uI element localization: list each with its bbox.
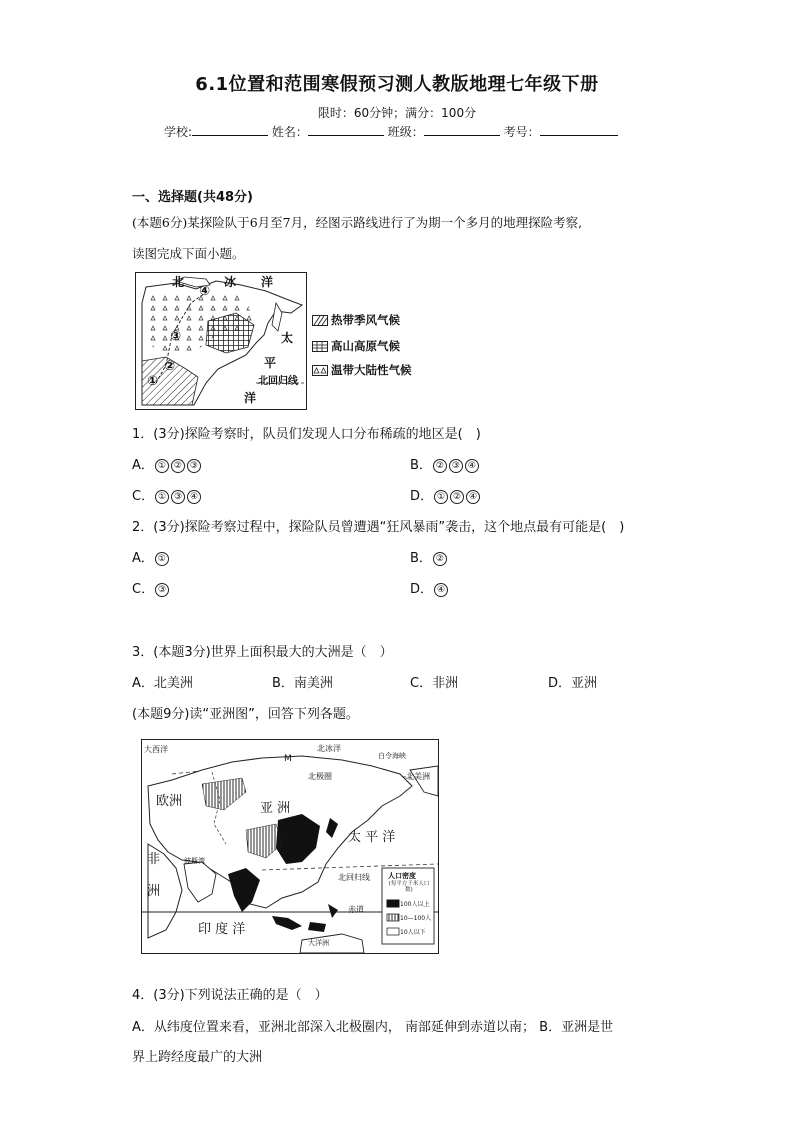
map1-label-ice: 冰 bbox=[224, 275, 237, 289]
map1-point-3: ③ bbox=[170, 329, 182, 344]
number-blank[interactable] bbox=[540, 123, 618, 136]
q2-option-d[interactable]: D． ④ bbox=[410, 578, 449, 597]
asia-label-m: M bbox=[284, 754, 292, 764]
asia-legend-subtitle: (每平方千米人口数) bbox=[388, 881, 430, 893]
question-1-stem: 1．(3分)探险考察时，队员们发现人口分布稀疏的地区是( ) bbox=[132, 427, 481, 442]
school-blank[interactable] bbox=[192, 123, 268, 136]
asia-label-arctic-circle: 北极圈 bbox=[308, 772, 332, 781]
q4-options-line2[interactable]: 界上跨经度最广的大洲 bbox=[132, 1050, 263, 1065]
q1-option-d[interactable]: D． ① ② ④ bbox=[410, 485, 481, 504]
map1-label-tropic: 北回归线 bbox=[258, 376, 298, 387]
asia-label-africa-2: 洲 bbox=[147, 884, 161, 899]
asia-label-africa-1: 非 bbox=[147, 852, 161, 867]
asia-label-equator: 赤道 bbox=[348, 905, 364, 914]
q2-option-a[interactable]: A． ① bbox=[132, 547, 170, 566]
group2-intro: (本题9分)读“亚洲图”，回答下列各题。 bbox=[132, 707, 359, 722]
q1-option-c[interactable]: C． ① ③ ④ bbox=[132, 485, 202, 504]
asia-label-north-america: 北美洲 bbox=[406, 772, 430, 781]
map1-label-ocean-s: 洋 bbox=[244, 391, 257, 405]
asia-map-graphic bbox=[142, 740, 438, 953]
legend-label: 热带季风气候 bbox=[331, 313, 400, 327]
name-label: 姓名： bbox=[271, 125, 308, 139]
asia-legend-item-mid: 10—100人 bbox=[400, 915, 432, 922]
hatch-swatch-icon bbox=[312, 315, 328, 326]
climate-route-map bbox=[135, 272, 307, 410]
q1-option-b[interactable]: B． ② ③ ④ bbox=[410, 454, 480, 473]
asia-legend-title: 人口密度 bbox=[388, 872, 416, 880]
asia-label-arctic: 北冰洋 bbox=[317, 744, 341, 753]
asia-legend-item-high: 100人以上 bbox=[400, 901, 430, 908]
asia-label-shanghai: 上海 bbox=[299, 842, 313, 850]
section-heading: 一、选择题(共48分) bbox=[132, 190, 253, 205]
asia-label-tropic: 北回归线 bbox=[338, 873, 370, 882]
q2-option-b[interactable]: B． ② bbox=[410, 547, 448, 566]
q4-options-line1[interactable]: A．从纬度位置来看，亚洲北部深入北极圈内， 南部延伸到赤道以南； B．亚洲是世 bbox=[132, 1020, 614, 1035]
exam-subtitle: 限时：60分钟；满分：100分 bbox=[317, 106, 477, 120]
q3-option-d[interactable]: D．亚洲 bbox=[548, 676, 598, 691]
asia-population-map bbox=[141, 739, 439, 954]
q3-option-a[interactable]: A．北美洲 bbox=[132, 676, 193, 691]
q3-option-b[interactable]: B．南美洲 bbox=[272, 676, 333, 691]
legend-label: 高山高原气候 bbox=[331, 339, 400, 353]
asia-legend-item-low: 10人以下 bbox=[400, 929, 426, 936]
q3-option-c[interactable]: C．非洲 bbox=[410, 676, 459, 691]
map1-label-ocean-n: 洋 bbox=[261, 275, 274, 289]
q2-option-c[interactable]: C． ③ bbox=[132, 578, 170, 597]
asia-label-oceania: 大洋洲 bbox=[308, 939, 329, 947]
map1-legend-continental bbox=[312, 362, 412, 378]
legend-label: 温带大陆性气候 bbox=[331, 363, 412, 377]
map1-point-4: ④ bbox=[199, 284, 211, 299]
map1-legend-highland bbox=[312, 338, 400, 354]
student-info-line bbox=[164, 123, 618, 140]
asia-label-atlantic: 大西洋 bbox=[144, 745, 168, 754]
triangle-swatch-icon bbox=[312, 365, 328, 376]
question-3-stem: 3．(本题3分)世界上面积最大的大洲是（ ） bbox=[132, 645, 393, 660]
class-label: 班级： bbox=[387, 125, 424, 139]
class-blank[interactable] bbox=[424, 123, 500, 136]
asia-label-malacca: 马六甲 海峡 bbox=[236, 885, 257, 902]
asia-label-pacific: 太 平 洋 bbox=[348, 830, 396, 845]
number-label: 考号： bbox=[503, 125, 540, 139]
name-blank[interactable] bbox=[308, 123, 384, 136]
map1-point-2: ② bbox=[164, 359, 176, 374]
asia-label-persian: 波斯湾 bbox=[184, 857, 205, 865]
asia-label-bering: 白令海峡 bbox=[378, 752, 406, 760]
asia-label-indian: 印 度 洋 bbox=[198, 922, 246, 937]
question-4-stem: 4．(3分)下列说法正确的是（ ） bbox=[132, 988, 328, 1003]
map1-legend-tropical-monsoon bbox=[312, 312, 400, 328]
map1-label-ping: 平 bbox=[264, 356, 277, 370]
group1-intro-line2: 读图完成下面小题。 bbox=[132, 246, 245, 261]
school-label: 学校: bbox=[164, 125, 193, 139]
map1-label-tai: 太 bbox=[281, 331, 294, 345]
asia-label-asia: 亚 洲 bbox=[260, 801, 291, 816]
page-title: 6.1位置和范围寒假预习测人教版地理七年级下册 bbox=[195, 74, 599, 95]
group1-intro-line1: (本题6分)某探险队于6月至7月，经图示路线进行了为期一个多月的地理探险考察, bbox=[132, 215, 583, 230]
asia-label-europe: 欧洲 bbox=[156, 794, 183, 809]
q1-option-a[interactable]: A． ① ② ③ bbox=[132, 454, 202, 473]
map1-label-north: 北 bbox=[172, 275, 185, 289]
grid-swatch-icon bbox=[312, 341, 328, 352]
map1-point-1: ① bbox=[147, 374, 159, 389]
question-2-stem: 2．(3分)探险考察过程中，探险队员曾遭遇“狂风暴雨”袭击，这个地点最有可能是( ) bbox=[132, 520, 625, 535]
